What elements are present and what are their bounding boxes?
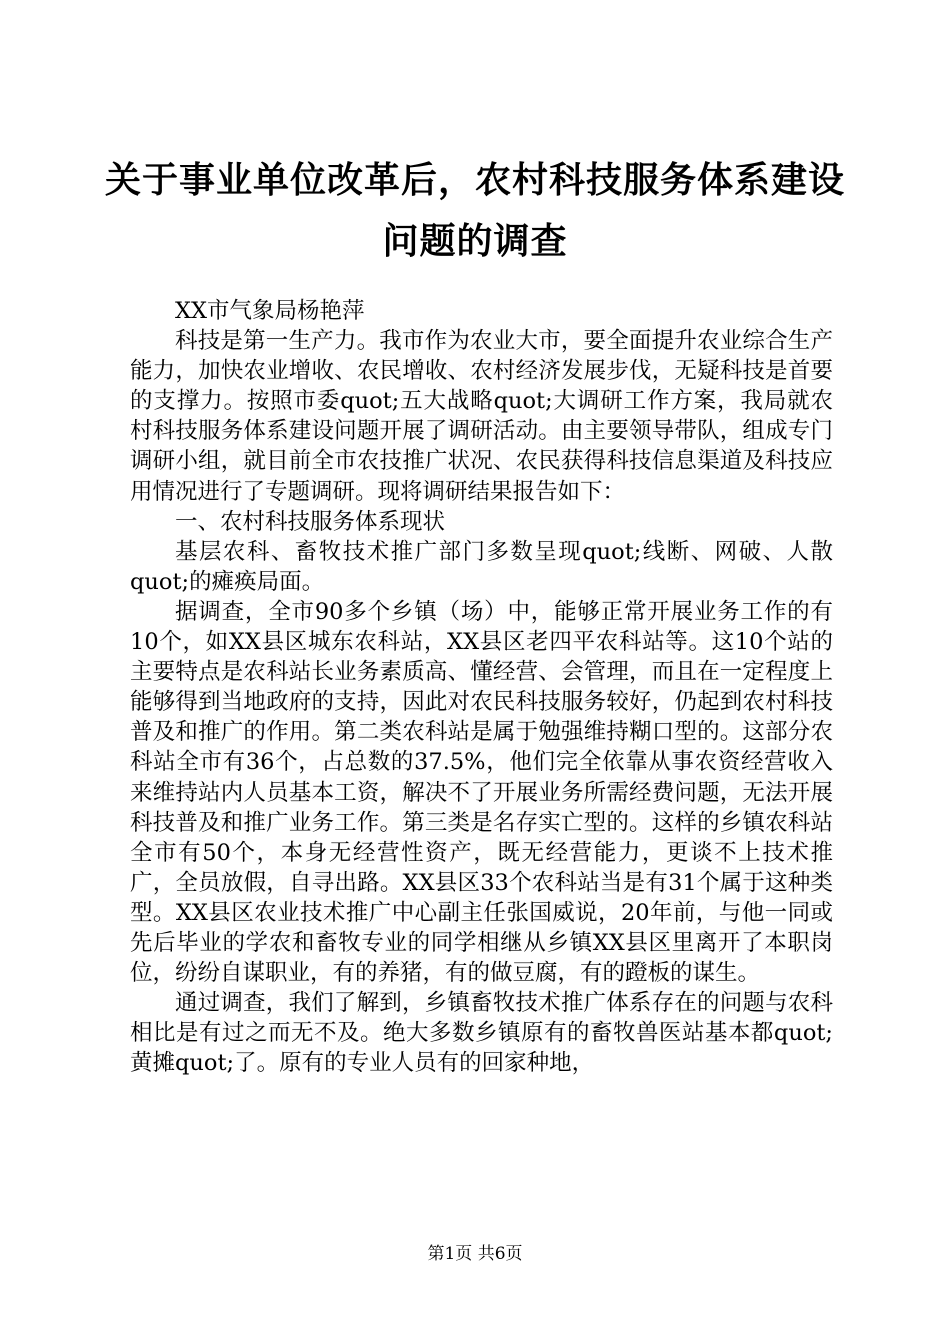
paragraph-livestock: 通过调查，我们了解到，乡镇畜牧技术推广体系存在的问题与农科相比是有过之而无不及。绝大多数乡镇原有的畜牧兽医站基本都quot;黄摊quot;了。原有的专业人员有的回家种地， [130,990,833,1077]
document-title-line-2: 问题的调查 [382,221,568,262]
section-heading-1: 一、农村科技服务体系现状 [175,508,446,535]
page-footer: 第1页 共6页 [427,1244,523,1264]
author-line: XX市气象局杨艳萍 [175,298,365,324]
document-title-line-1: 关于事业单位改革后，农村科技服务体系建设 [104,160,845,201]
paragraph-summary: 基层农科、畜牧技术推广部门多数呈现quot;线断、网破、人散quot;的瘫痪局面。 [130,538,833,595]
paragraph-survey: 据调查，全市90多个乡镇（场）中，能够正常开展业务工作的有10个，如XX县区城东农科站，XX县区老四平农科站等。这10个站的主要特点是农科站长业务素质高、懂经营、会管理，而且在一定程度上能够得到当地政府的支持，因此对农民科技服务较好，仍起到农村科技普及和推广的作用。第二类农科站是属于勉强维持糊口型的。这部分农科站全市有36个，占总数的37.5%，他们完全依靠从事农资经营收入来维持站内人员基本工资，解决不了开展业务所需经费问题，无法开展科技普及和推广业务工作。第三类是名存实亡型的。这样的乡镇农科站全市有50个，本身无经营性资产，既无经营能力，更谈不上技术推广，全员放假，自寻出路。XX县区33个农科站当是有31个属于这种类型。XX县区农业技术推广中心副主任张国威说，20年前，与他一同或先后毕业的学农和畜牧专业的同学相继从乡镇XX县区里离开了本职岗位，纷纷自谋职业，有的养猪，有的做豆腐，有的蹬板的谋生。 [130,598,833,987]
document-body [130,296,833,1078]
paragraph-intro: 科技是第一生产力。我市作为农业大市，要全面提升农业综合生产能力，加快农业增收、农民增收、农村经济发展步伐，无疑科技是首要的支撑力。按照市委quot;五大战略quot;大调研工作方案，我局就农村科技服务体系建设问题开展了调研活动。由主要领导带队，组成专门调研小组，就目前全市农技推广状况、农民获得科技信息渠道及科技应用情况进行了专题调研。现将调研结果报告如下： [130,328,833,505]
